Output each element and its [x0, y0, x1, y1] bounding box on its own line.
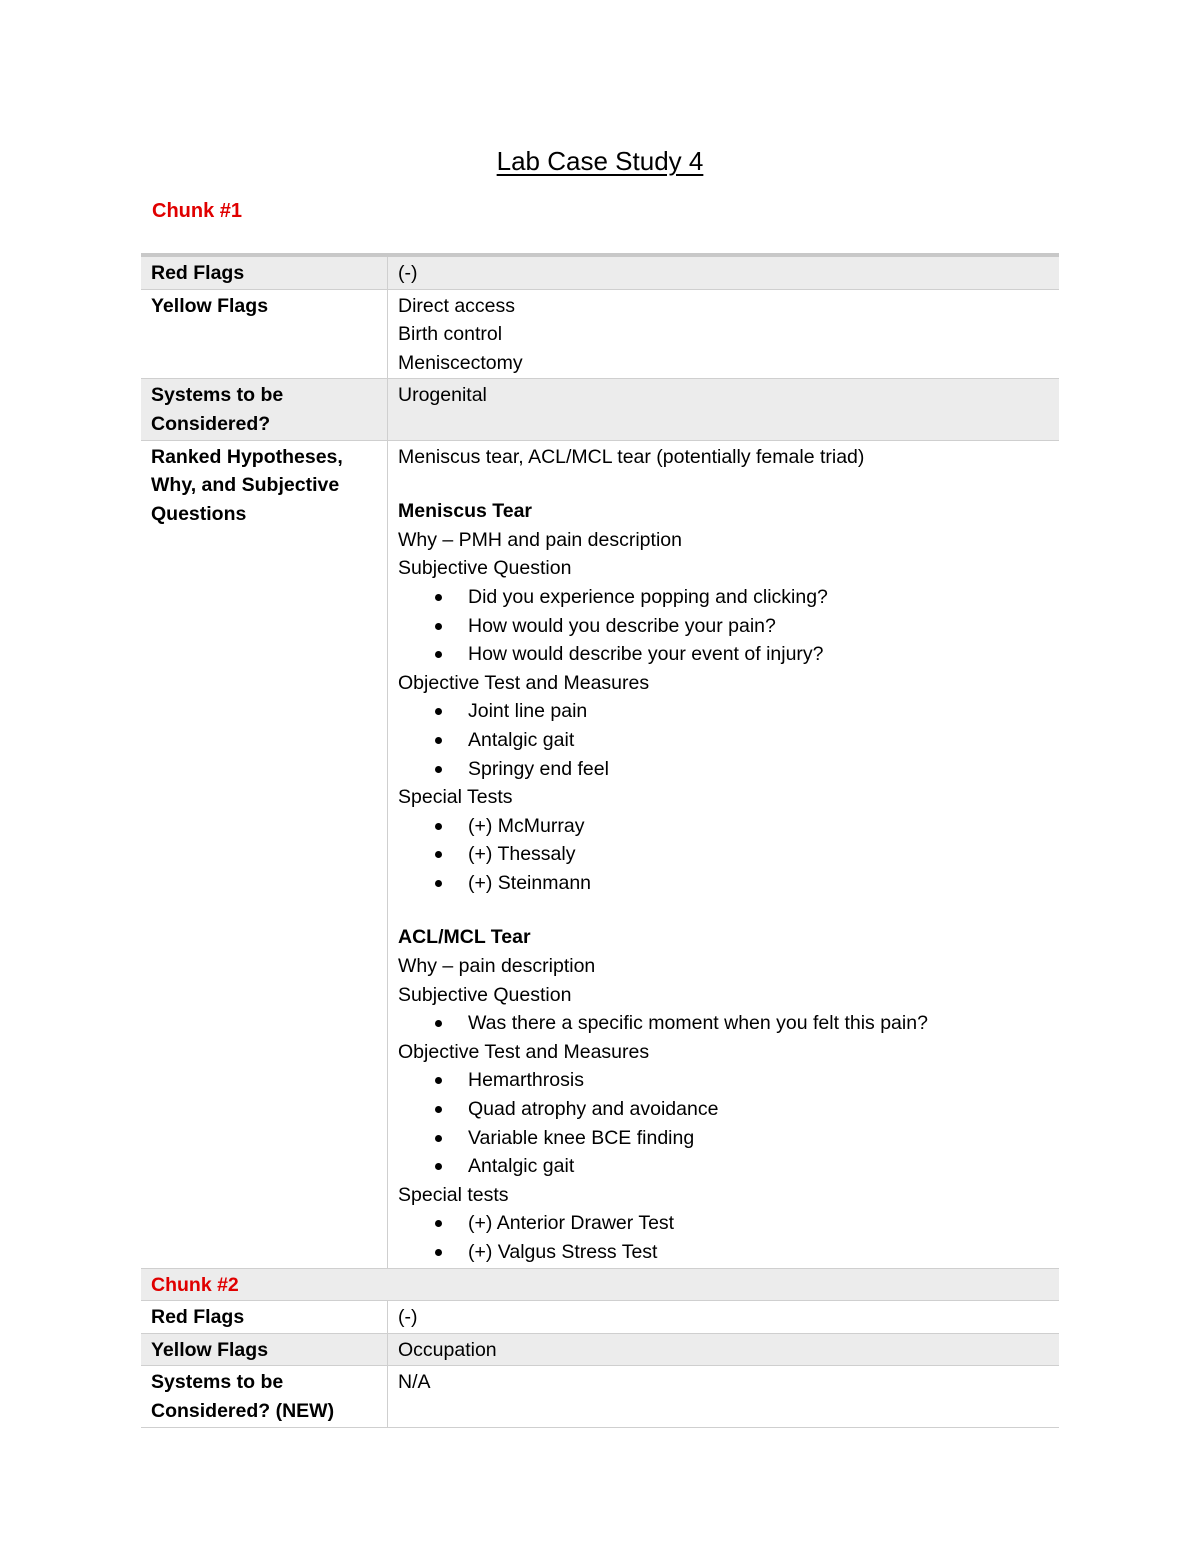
document-title: Lab Case Study 4	[496, 146, 704, 176]
table-row	[141, 289, 1059, 379]
list-item: Quad atrophy and avoidance	[398, 1095, 1049, 1124]
table-row	[141, 1268, 1059, 1301]
list-item: Hemarthrosis	[398, 1066, 1049, 1095]
acl-why: Why – pain description	[398, 955, 596, 978]
list-item: (+) Anterior Drawer Test	[398, 1209, 1049, 1238]
chunk-2-label: Chunk #2	[141, 1268, 1059, 1301]
list-item: Was there a specific moment when you felt this pain?	[398, 1009, 1049, 1038]
table-row	[141, 1301, 1059, 1334]
list-item: Joint line pain	[398, 697, 1049, 726]
red-flags-value: (-)	[388, 1301, 1060, 1334]
list-item: (+) McMurray	[398, 812, 1049, 841]
list-item: (+) Steinmann	[398, 869, 1049, 898]
red-flags-label: Red Flags	[141, 255, 388, 289]
hypotheses-label: Ranked Hypotheses, Why, and Subjective Questions	[151, 445, 343, 525]
acl-subjective-heading: Subjective Question	[398, 983, 572, 1006]
list-item: (+) Thessaly	[398, 840, 1049, 869]
table-row	[141, 379, 1059, 440]
yellow-flag-item: Birth control	[398, 323, 503, 346]
meniscus-why: Why – PMH and pain description	[398, 528, 682, 551]
table-row	[141, 1333, 1059, 1366]
meniscus-subjective-list	[398, 583, 1049, 669]
list-item: Antalgic gait	[398, 726, 1049, 755]
meniscus-objective-list	[398, 697, 1049, 783]
case-study-table	[141, 253, 1059, 1428]
hypotheses-content	[388, 440, 1060, 1268]
systems-label: Systems to be Considered? (NEW)	[151, 1371, 335, 1422]
yellow-flags-label: Yellow Flags	[141, 1333, 388, 1366]
yellow-flag-item: Meniscectomy	[398, 351, 523, 374]
acl-special-list	[398, 1209, 1049, 1266]
hypotheses-intro: Meniscus tear, ACL/MCL tear (potentially female triad)	[398, 445, 865, 468]
list-item: Springy end feel	[398, 755, 1049, 784]
meniscus-subjective-heading: Subjective Question	[398, 557, 572, 580]
meniscus-special-heading: Special Tests	[398, 786, 513, 809]
table-row	[141, 440, 1059, 1268]
acl-objective-list	[398, 1066, 1049, 1180]
yellow-flags-values	[388, 289, 1060, 379]
table-row	[141, 1366, 1059, 1427]
systems-value: N/A	[388, 1366, 1060, 1427]
table-row	[141, 255, 1059, 289]
yellow-flags-value: Occupation	[388, 1333, 1060, 1366]
list-item: How would describe your event of injury?	[398, 640, 1049, 669]
list-item: Antalgic gait	[398, 1152, 1049, 1181]
acl-special-heading: Special tests	[398, 1183, 509, 1206]
chunk-1-label: Chunk #1	[152, 200, 243, 222]
yellow-flag-item: Direct access	[398, 294, 516, 317]
systems-value: Urogenital	[388, 379, 1060, 440]
red-flags-label: Red Flags	[151, 1306, 245, 1329]
list-item: How would you describe your pain?	[398, 612, 1049, 641]
list-item: (+) Valgus Stress Test	[398, 1238, 1049, 1267]
acl-objective-heading: Objective Test and Measures	[398, 1040, 650, 1063]
list-item: Variable knee BCE finding	[398, 1124, 1049, 1153]
yellow-flags-label: Yellow Flags	[151, 294, 269, 317]
red-flags-value: (-)	[388, 255, 1060, 289]
meniscus-heading: Meniscus Tear	[398, 500, 533, 523]
systems-label: Systems to be Considered?	[141, 379, 388, 440]
meniscus-objective-heading: Objective Test and Measures	[398, 671, 650, 694]
acl-heading: ACL/MCL Tear	[398, 926, 531, 949]
list-item: Did you experience popping and clicking?	[398, 583, 1049, 612]
acl-subjective-list	[398, 1009, 1049, 1038]
meniscus-special-list	[398, 812, 1049, 898]
